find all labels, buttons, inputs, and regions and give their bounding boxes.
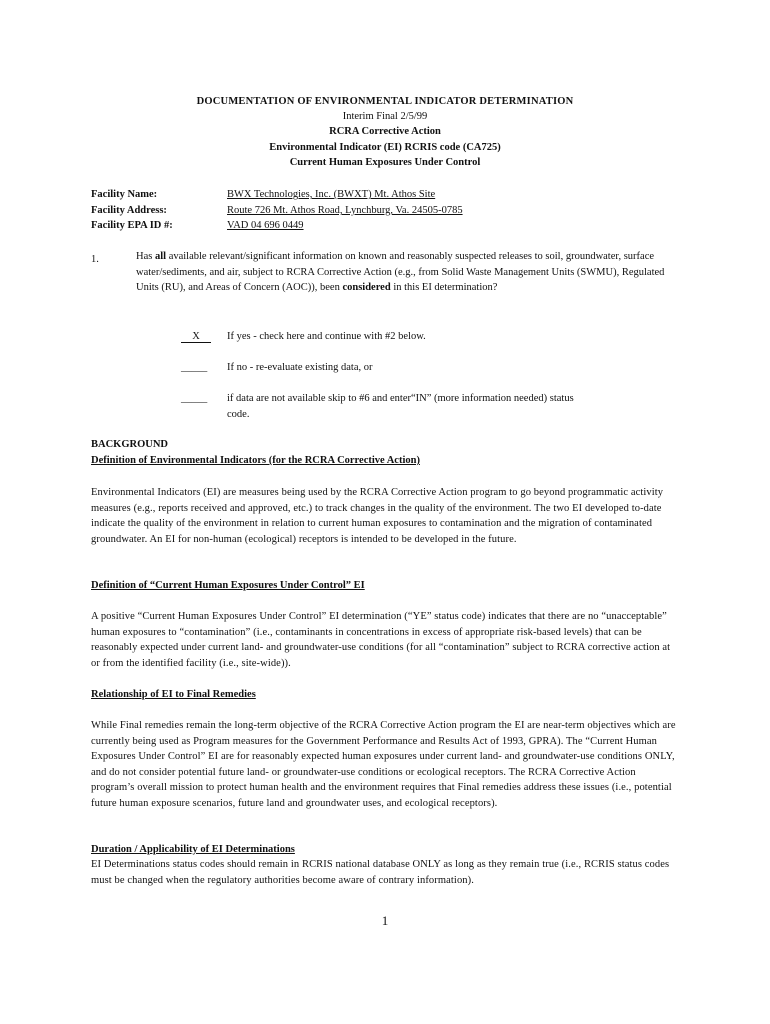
- facility-name-label: Facility Name:: [91, 189, 158, 200]
- question-text-part: in this EI determination?: [390, 282, 498, 293]
- document-title: DOCUMENTATION OF ENVIRONMENTAL INDICATOR DETERMINATION: [196, 96, 574, 107]
- relationship-paragraph: While Final remedies remain the long-term objective of the RCRA Corrective Action program the EI are near-term objectives which are currently being used as Program measures for the Government Performance and Results Act of 1993, GPRA). The “Current Human Exposures Under Control” EI are for reasonably expected human exposures under current land- and groundwater-use conditions ONLY, and do not consider potential future land- or groundwater-use conditions or ecological receptors. The RCRA Corrective Action program’s overall mission to protect human health and the environment requires that Final remedies address these issues (i.e., potential future human exposure scenarios, future land and groundwater uses, and ecological receptors).: [91, 720, 676, 809]
- duration-paragraph: EI Determinations status codes should remain in RCRIS national database ONLY as long as they remain true (i.e., RCRIS status codes must be changed when the regulatory authorities become aware of contrary information).: [91, 859, 670, 886]
- option-unavailable-text: if data are not available skip to #6 and enter“IN” (more information needed) status code.: [227, 393, 574, 420]
- header-line-exposures: Current Human Exposures Under Control: [289, 157, 481, 168]
- facility-address-label: Facility Address:: [91, 205, 167, 216]
- relationship-heading: Relationship of EI to Final Remedies: [91, 689, 256, 700]
- option-yes-mark[interactable]: [181, 329, 211, 345]
- question-emphasis-all: all: [154, 251, 167, 262]
- definition-heading: Definition of “Current Human Exposures Under Control” EI: [91, 580, 365, 591]
- header-line-indicator: Environmental Indicator (EI) RCRIS code (CA725): [269, 142, 501, 153]
- question-text: [136, 249, 681, 296]
- facility-epa-label: Facility EPA ID #:: [91, 220, 173, 231]
- option-unavailable-mark[interactable]: _____: [181, 393, 208, 404]
- option-yes-checkbox[interactable]: X: [181, 332, 211, 343]
- background-subheading: Definition of Environmental Indicators (for the RCRA Corrective Action): [91, 455, 420, 466]
- duration-heading: Duration / Applicability of EI Determinations: [91, 844, 295, 855]
- question-text-part: available relevant/significant information on known and reasonably suspected releases to soil, groundwater, surface water/sediments, and air, subject to RCRA Corrective Action (e.g., from Solid Waste Management Units (SWMU), Regulated Units (RU), and Areas of Concern (AOC)), been: [136, 251, 665, 293]
- document-subtitle: Interim Final 2/5/99: [342, 111, 428, 122]
- option-yes-text: If yes - check here and continue with #2 below.: [227, 331, 426, 342]
- facility-name-value: BWX Technologies, Inc. (BWXT) Mt. Athos Site: [227, 189, 436, 200]
- facility-address-value: Route 726 Mt. Athos Road, Lynchburg, Va. 24505-0785: [227, 205, 463, 216]
- facility-epa-value: VAD 04 696 0449: [227, 220, 304, 231]
- option-no-text: If no - re-evaluate existing data, or: [227, 362, 373, 373]
- background-paragraph: Environmental Indicators (EI) are measures being used by the RCRA Corrective Action program to go beyond programmatic activity measures (e.g., reports received and approved, etc.) to track changes in the quality of the environment. The two EI developed to-date indicate the quality of the environment in relation to current human exposures to contamination and the migration of contaminated groundwater. An EI for non-human (ecological) receptors is intended to be developed in the future.: [91, 487, 664, 545]
- background-heading: BACKGROUND: [91, 439, 169, 450]
- option-no-mark[interactable]: _____: [181, 362, 208, 373]
- definition-paragraph: A positive “Current Human Exposures Under Control” EI determination (“YE” status code) indicates that there are no “unacceptable” human exposures to “contamination” (i.e., contaminants in concentrations in excess of appropriate risk-based levels) that can be reasonably expected under current land- and groundwater-use conditions (for all “contamination” subject to RCRA corrective action at or from the identified facility (i.e., site-wide)).: [91, 611, 671, 669]
- question-emphasis-considered: considered: [342, 282, 391, 293]
- header-line-program: RCRA Corrective Action: [329, 126, 441, 137]
- question-number: 1.: [91, 254, 99, 265]
- page-number: 1: [381, 913, 389, 928]
- question-text-part: Has: [136, 251, 155, 262]
